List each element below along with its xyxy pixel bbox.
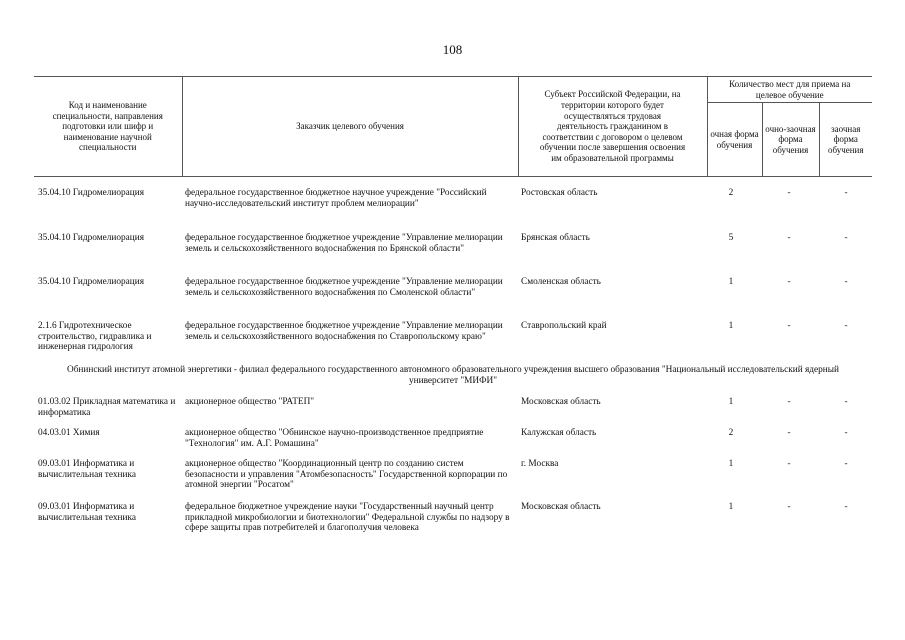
cell-part-time: - [787, 188, 791, 198]
cell-customer: акционерное общество "Обнинское научно-производственное предприятие "Технология" им. А.Г. Ромашина" [185, 428, 484, 449]
cell-part-time: - [787, 321, 791, 331]
cell-extramural: - [844, 233, 848, 243]
cell-full-time: 2 [728, 428, 734, 438]
cell-code: 35.04.10 Гидромелиорация [38, 188, 144, 198]
header-extramural: заочная форма обучения [819, 103, 872, 177]
cell-extramural: - [844, 502, 848, 512]
cell-part-time: - [787, 277, 791, 287]
cell-code: 01.03.02 Прикладная математика и информатика [38, 397, 176, 418]
cell-full-time: 2 [728, 188, 734, 198]
header-full-time: очная форма обучения [707, 103, 762, 177]
header-part-time: очно-заочная форма обучения [762, 103, 819, 177]
cell-extramural: - [844, 277, 848, 287]
cell-part-time: - [787, 233, 791, 243]
cell-full-time: 1 [728, 397, 734, 407]
cell-part-time: - [787, 428, 791, 438]
cell-full-time: 1 [728, 321, 734, 331]
cell-region: Московская область [521, 397, 601, 407]
section-title: Обнинский институт атомной энергетики - филиал федерального государственного автономного образовательного учреждения высшего образования "Национальный исследовательский ядерный университет "МИФИ" [66, 365, 840, 386]
cell-customer: федеральное государственное бюджетное учреждение "Управление мелиорации земель и сельскохозяйственного водоснабжения по Смоленской области" [185, 277, 503, 298]
header-places: Количество мест для приема на целевое обучение [707, 77, 872, 103]
cell-region: Калужская область [521, 428, 597, 438]
cell-extramural: - [844, 428, 848, 438]
cell-customer: акционерное общество "РАТЕП" [185, 397, 315, 407]
cell-extramural: - [844, 321, 848, 331]
cell-code: 04.03.01 Химия [38, 428, 100, 438]
cell-region: г. Москва [521, 459, 559, 469]
header-customer: Заказчик целевого обучения [182, 77, 518, 177]
cell-extramural: - [844, 188, 848, 198]
cell-code: 35.04.10 Гидромелиорация [38, 233, 144, 243]
cell-customer: федеральное государственное бюджетное учреждение "Управление мелиорации земель и сельскохозяйственного водоснабжения по Ставропольскому краю" [185, 321, 503, 342]
cell-part-time: - [787, 397, 791, 407]
cell-code: 2.1.6 Гидротехническое строительство, гидравлика и инженерная гидрология [38, 321, 152, 353]
header-subject: Субъект Российской Федерации, на территории которого будет осуществляться трудовая деятельность гражданином в соответствии с договором о целевом обучении после завершения освоения им образовательной программы [518, 77, 707, 177]
cell-region: Брянская область [521, 233, 590, 243]
cell-region: Ставропольский край [521, 321, 607, 331]
cell-customer: федеральное государственное бюджетное учреждение "Управление мелиорации земель и сельскохозяйственного водоснабжения по Брянской области" [185, 233, 503, 254]
page-number: 108 [442, 42, 463, 57]
cell-full-time: 1 [728, 502, 734, 512]
cell-customer: федеральное бюджетное учреждение науки "Государственный научный центр прикладной микробиологии и биотехнологии" Федеральной службы по надзору в сфере защиты прав потребителей и благополучия человека [185, 502, 510, 534]
cell-region: Смоленская область [521, 277, 601, 287]
cell-part-time: - [787, 502, 791, 512]
cell-extramural: - [844, 397, 848, 407]
cell-code: 09.03.01 Информатика и вычислительная техника [38, 459, 136, 480]
table-header [34, 76, 872, 177]
cell-full-time: 5 [728, 233, 734, 243]
cell-full-time: 1 [728, 459, 734, 469]
cell-region: Ростовская область [521, 188, 598, 198]
cell-code: 09.03.01 Информатика и вычислительная техника [38, 502, 136, 523]
cell-extramural: - [844, 459, 848, 469]
cell-region: Московская область [521, 502, 601, 512]
cell-customer: акционерное общество "Координационный центр по созданию систем безопасности и управления "Атомбезопасность" Государственной корпорации по атомной энергии "Росатом" [185, 459, 508, 491]
cell-part-time: - [787, 459, 791, 469]
cell-full-time: 1 [728, 277, 734, 287]
cell-code: 35.04.10 Гидромелиорация [38, 277, 144, 287]
header-code: Код и наименование специальности, направления подготовки или шифр и наименование научной специальности [34, 77, 182, 177]
cell-customer: федеральное государственное бюджетное научное учреждение "Российский научно-исследовательский институт проблем мелиорации" [185, 188, 487, 209]
